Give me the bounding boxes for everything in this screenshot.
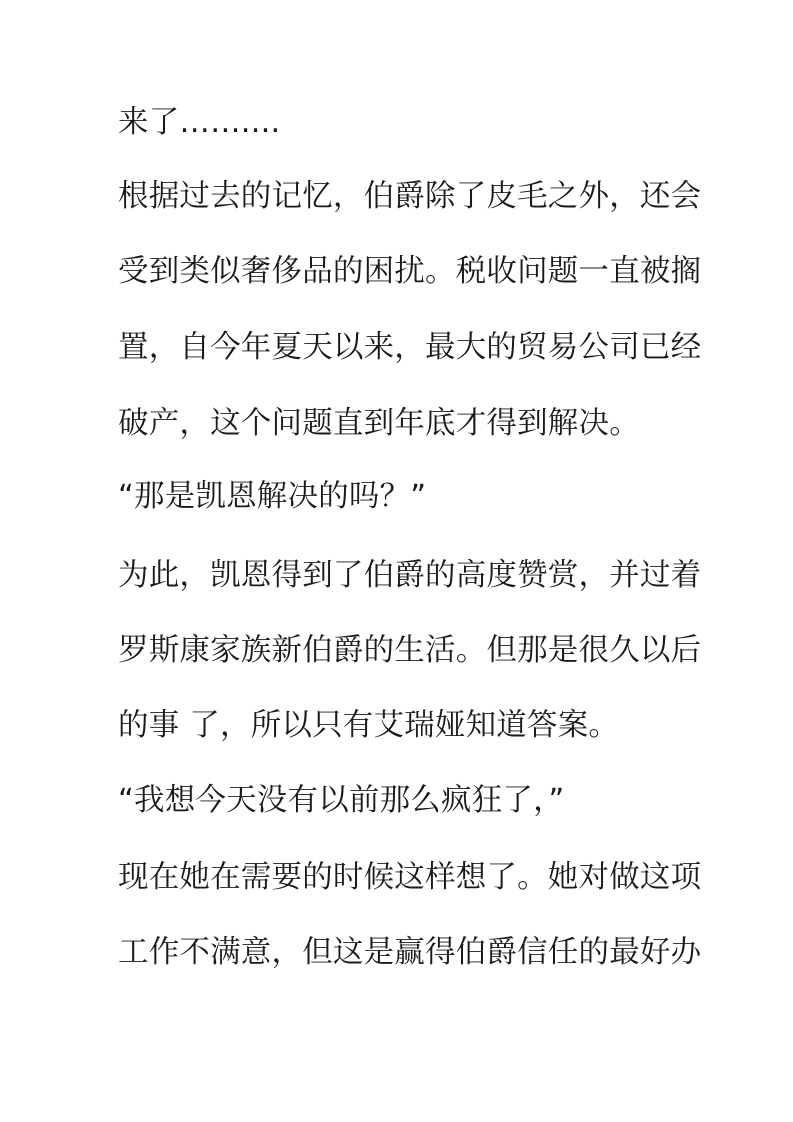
text-line-6: “那是凯恩解决的吗？” xyxy=(118,479,427,514)
text-line-4: 置，自今年夏天以来，最大的贸易公司已经 xyxy=(118,330,702,365)
text-line-9: 的事 了，所以只有艾瑞娅知道答案。 xyxy=(118,708,620,743)
text-line-5: 破产，这个问题直到年底才得到解决。 xyxy=(118,406,640,441)
text-line-8: 罗斯康家族新伯爵的生活。但那是很久以后 xyxy=(118,633,702,668)
text-line-12: 工作不满意，但这是赢得伯爵信任的最好办 xyxy=(118,935,702,970)
text-line-2: 根据过去的记忆，伯爵除了皮毛之外，还会 xyxy=(118,179,702,214)
text-line-1: 来了…….... xyxy=(118,105,281,140)
text-line-11: 现在她在需要的时候这样想了。她对做这项 xyxy=(118,860,702,895)
text-line-3: 受到类似奢侈品的困扰。税收问题一直被搁 xyxy=(118,254,702,289)
text-line-10: “我想今天没有以前那么疯狂了，” xyxy=(118,783,565,818)
text-line-7: 为此，凯恩得到了伯爵的高度赞赏，并过着 xyxy=(118,558,702,593)
